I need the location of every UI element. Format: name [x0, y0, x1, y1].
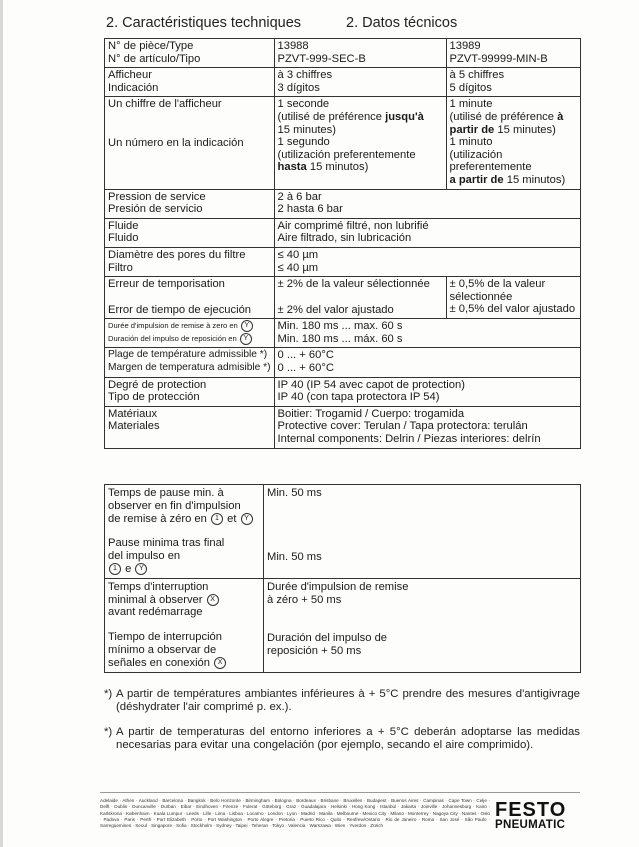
value-fr: Durée d'impulsion de remise — [267, 580, 409, 593]
spacer — [108, 525, 260, 537]
value-cell — [264, 578, 581, 672]
row-part-type — [105, 39, 581, 68]
value-cell — [446, 68, 580, 97]
value-cell — [274, 97, 446, 189]
value-es: ± 0,5% del valor ajustado — [449, 303, 576, 316]
x-input-symbol-icon: X — [214, 657, 226, 669]
value-fr: sélectionnée — [449, 290, 513, 303]
text: 15 minutes) — [494, 123, 556, 136]
bold-text: jusqu'à — [385, 110, 424, 123]
label-cell — [105, 277, 275, 319]
label-fr: Erreur de temporisation — [108, 278, 225, 291]
label-es: Error de tiempo de ejecución — [108, 303, 252, 316]
footer-cities: Adelaide · Athen · Auckland · Barcelona · Bangkok · Belo Horizonte · Birmingham · Bologna · Bordeaux · Brisbane · Bruxelles · Budapest · Buenos Aires · Campinas · Cape Town · Celje · Delft · Dublin · Duncanville · Durban · Eibar · Eindhoven · Firenze · Fulerat · Göteborg · Graz · Guadalajara · Helsinki · Hong Kong · Istanbul · Jakarta · Joinville · Johannesburg · Kairo · Karlskrona · København · Kuala Lumpur · Leeds · Lille · Lima · Lisboa · Locarno · London · Lyon · Madrid · Manila · Melbourne · Mexico City · Milano · Monterrey · Nagoya City · Nantes · Oslo · Padova · Paris · Perth · Port Elizabeth · Porto · Port Washington · Porto Alegre · Pretoria · Puerto Rico · Quito · Renfrew/Ontario · Rio de Janeiro · Roma · San José · São Paulo · Sarreguemines · Seoul · Singapore · Sofia · Stockholm · Sydney · Taipei · Teheran · Tokyo · Valencia · Warszawa · Wien · Yverdon · Zürich — [100, 798, 490, 829]
label-cell — [105, 406, 275, 448]
label-fr: Afficheur — [108, 69, 152, 82]
label-fr: Fluide — [108, 219, 139, 232]
label-fr: Plage de température admissible *) — [108, 349, 268, 361]
text: (utilisé de préférence — [449, 110, 558, 123]
value-fr: ≤ 40 µm — [277, 248, 319, 261]
value-es: ± 2% del valor ajustado — [277, 303, 394, 316]
label-es — [108, 657, 260, 670]
value-fr: à 3 chiffres — [277, 69, 333, 82]
label-cell — [105, 97, 275, 189]
value-line — [450, 124, 577, 137]
label-cell — [105, 39, 275, 68]
value-fr: à 5 chiffres — [449, 69, 505, 82]
row-timing-error — [105, 277, 581, 319]
text: et — [227, 512, 237, 525]
label-es: Un número en la indicación — [108, 136, 244, 149]
row-interruption — [105, 578, 581, 672]
footnote-es — [104, 726, 580, 752]
part-number: 13988 — [277, 40, 309, 52]
label-es: Tipo de protección — [108, 391, 200, 404]
bold-text: à — [557, 110, 564, 123]
row-filter — [105, 247, 581, 276]
text: 15 minutos) — [503, 173, 566, 186]
label-cell — [105, 68, 275, 97]
label-es — [108, 333, 271, 346]
footnotes — [104, 688, 580, 764]
value-cell — [274, 406, 580, 448]
text: Durée d'impulsion de remise à zero en — [108, 321, 238, 331]
value-es: Aire filtrado, sin lubricación — [277, 232, 412, 245]
value-cell — [274, 348, 580, 377]
input-1-symbol-icon: 1 — [109, 563, 121, 575]
footnote-mark: *) — [104, 726, 113, 738]
value-fr: Air comprimé filtré, non lubrifié — [277, 219, 429, 232]
value-es: Duración del impulso de — [267, 632, 388, 645]
heading-es: 2. Datos técnicos — [346, 15, 458, 31]
spacer — [108, 111, 271, 137]
text: 15 minutos) — [306, 161, 369, 174]
value-es: 3 dígitos — [277, 81, 320, 94]
value-cell — [274, 377, 580, 406]
value-fr: à zéro + 50 ms — [267, 593, 342, 606]
label-es: mínimo a observar de — [108, 643, 217, 656]
input-1-symbol-icon: 1 — [211, 513, 223, 525]
label-cell — [105, 319, 275, 348]
label-es: Fluido — [108, 232, 139, 245]
value-cell — [264, 485, 581, 579]
value-line: 1 minuto — [449, 136, 493, 149]
label-fr: Temps d'interruption — [108, 580, 209, 593]
label-es: Tiempo de interrupción — [108, 631, 223, 644]
value-fr: Min. 50 ms — [267, 487, 322, 499]
value-fr: IP 40 (IP 54 avec capot de protection) — [277, 378, 465, 391]
label-fr — [108, 513, 260, 526]
value-es: ≤ 40 µm — [277, 261, 319, 274]
label-cell — [105, 348, 275, 377]
text: Duración del impulso de reposición en — [108, 333, 237, 343]
value-cell — [446, 277, 580, 319]
label-cell — [105, 218, 275, 247]
value-line — [278, 111, 443, 124]
row-temperature — [105, 348, 581, 377]
label-fr: Matériaux — [108, 407, 158, 420]
label-fr — [108, 594, 260, 607]
value-fr: ± 2% de la valeur sélectionnée — [277, 278, 430, 291]
value-es: 0 ... + 60°C — [277, 362, 334, 375]
value-line: (utilización preferentemente — [277, 148, 416, 161]
label-fr: Temps de pause min. à — [108, 487, 224, 499]
row-materials — [105, 406, 581, 448]
pause-table — [104, 484, 581, 673]
value-cell — [274, 68, 446, 97]
label-es: N° de artículo/Tipo — [108, 52, 201, 65]
row-protection — [105, 377, 581, 406]
text: minimal à observer — [108, 593, 203, 606]
label-es: Pause minima tras final — [108, 537, 225, 550]
footer-divider — [100, 792, 580, 793]
label-fr: Pression de service — [108, 190, 206, 203]
label-es: Indicación — [108, 81, 159, 94]
page-edge — [0, 0, 3, 847]
part-number: 13989 — [449, 40, 481, 52]
y-input-symbol-icon: Y — [135, 563, 147, 575]
spacer — [267, 500, 577, 551]
x-input-symbol-icon: X — [207, 594, 219, 606]
footnote-text: A partir de temperaturas del entorno inferiores a + 5°C deberán adoptarse las medidas necesarias para evitar una congelación (por ejemplo, secando el aire comprimido). — [116, 726, 580, 751]
value-es: Min. 180 ms ... máx. 60 s — [277, 332, 403, 345]
bold-text: hasta — [277, 161, 307, 174]
label-fr: Diamètre des pores du filtre — [108, 248, 246, 261]
value-line — [450, 111, 577, 124]
bold-text: partir de — [449, 123, 495, 136]
label-cell — [105, 189, 275, 218]
value-line: 1 seconde — [277, 98, 330, 111]
spacer — [267, 606, 577, 632]
text: de remise à zéro en — [108, 512, 207, 525]
value-fr: Min. 180 ms ... max. 60 s — [277, 320, 403, 333]
value-cell — [274, 247, 580, 276]
value-cell — [274, 319, 580, 348]
value-cell — [274, 277, 446, 319]
value-fr: 0 ... + 60°C — [277, 349, 334, 362]
row-pause — [105, 485, 581, 579]
footnote-fr — [104, 688, 580, 714]
bold-text: a partir de — [449, 173, 504, 186]
spacer — [278, 291, 443, 304]
label-cell — [105, 247, 275, 276]
value-line: Boitier: Trogamid / Cuerpo: trogamida — [277, 407, 465, 420]
y-input-symbol-icon: Y — [240, 333, 252, 345]
value-line — [450, 174, 577, 187]
footnote-mark: *) — [104, 688, 113, 700]
row-digit — [105, 97, 581, 189]
value-line — [278, 161, 443, 174]
label-es: Materiales — [108, 420, 160, 433]
value-cell-13988 — [274, 39, 446, 68]
value-line: 15 minutes) — [277, 123, 336, 136]
part-type: PZVT-999-SEC-B — [277, 52, 366, 65]
row-display — [105, 68, 581, 97]
spacer — [108, 291, 271, 304]
footnote-text: A partir de températures ambiantes inférieures à + 5°C prendre des mesures d'antigivrage (déshydrater l'air comprimé p. ex.). — [116, 688, 580, 713]
spec-table — [104, 38, 581, 449]
label-fr: avant redémarrage — [108, 606, 203, 619]
label-cell — [105, 578, 264, 672]
value-es: reposición + 50 ms — [267, 645, 362, 658]
logo-pneumatic: PNEUMATIC — [495, 819, 566, 831]
label-es: del impulso en — [108, 550, 181, 563]
value-es: IP 40 (con tapa protectora IP 54) — [277, 391, 440, 404]
text: señales en conexión — [108, 656, 211, 669]
label-cell — [105, 377, 275, 406]
label-fr: N° de pièce/Type — [108, 40, 194, 52]
logo-festo: FESTO — [495, 799, 567, 821]
festo-logo — [495, 801, 580, 831]
value-line: Internal components: Delrin / Piezas interiores: delrín — [277, 433, 541, 446]
row-pressure — [105, 189, 581, 218]
label-fr: observer en fin d'impulsion — [108, 499, 241, 512]
value-fr: ± 0,5% de la valeur — [449, 278, 546, 291]
label-es — [108, 563, 260, 576]
y-input-symbol-icon: Y — [241, 320, 253, 332]
part-type: PZVT-99999-MIN-B — [449, 52, 548, 65]
row-reset-pulse — [105, 319, 581, 348]
y-input-symbol-icon: Y — [241, 513, 253, 525]
label-fr — [108, 320, 271, 333]
value-cell — [446, 97, 580, 189]
text: (utilisé de préférence — [277, 110, 386, 123]
label-fr: Un chiffre de l'afficheur — [108, 98, 222, 111]
label-es: Filtro — [108, 261, 133, 274]
value-es: 2 hasta 6 bar — [277, 203, 343, 216]
row-fluid — [105, 218, 581, 247]
value-es: Min. 50 ms — [267, 550, 322, 563]
heading-fr: 2. Caractéristiques techniques — [106, 15, 302, 31]
value-cell — [274, 218, 580, 247]
value-line: 1 minute — [449, 98, 493, 111]
value-cell — [274, 189, 580, 218]
value-fr: 2 à 6 bar — [277, 190, 322, 203]
label-cell — [105, 485, 264, 579]
spacer — [108, 619, 260, 631]
label-fr: Degré de protection — [108, 378, 207, 391]
label-es: Presión de servicio — [108, 203, 203, 216]
value-es: 5 dígitos — [449, 81, 492, 94]
label-es: Margen de temperatura admisible *) — [108, 362, 271, 374]
value-line: Protective cover: Terulan / Tapa protectora: terulán — [277, 420, 528, 433]
text: e — [125, 562, 132, 575]
value-line: (utilización preferentemente — [449, 148, 532, 174]
value-cell-13989 — [446, 39, 580, 68]
value-line: 1 segundo — [277, 136, 330, 149]
